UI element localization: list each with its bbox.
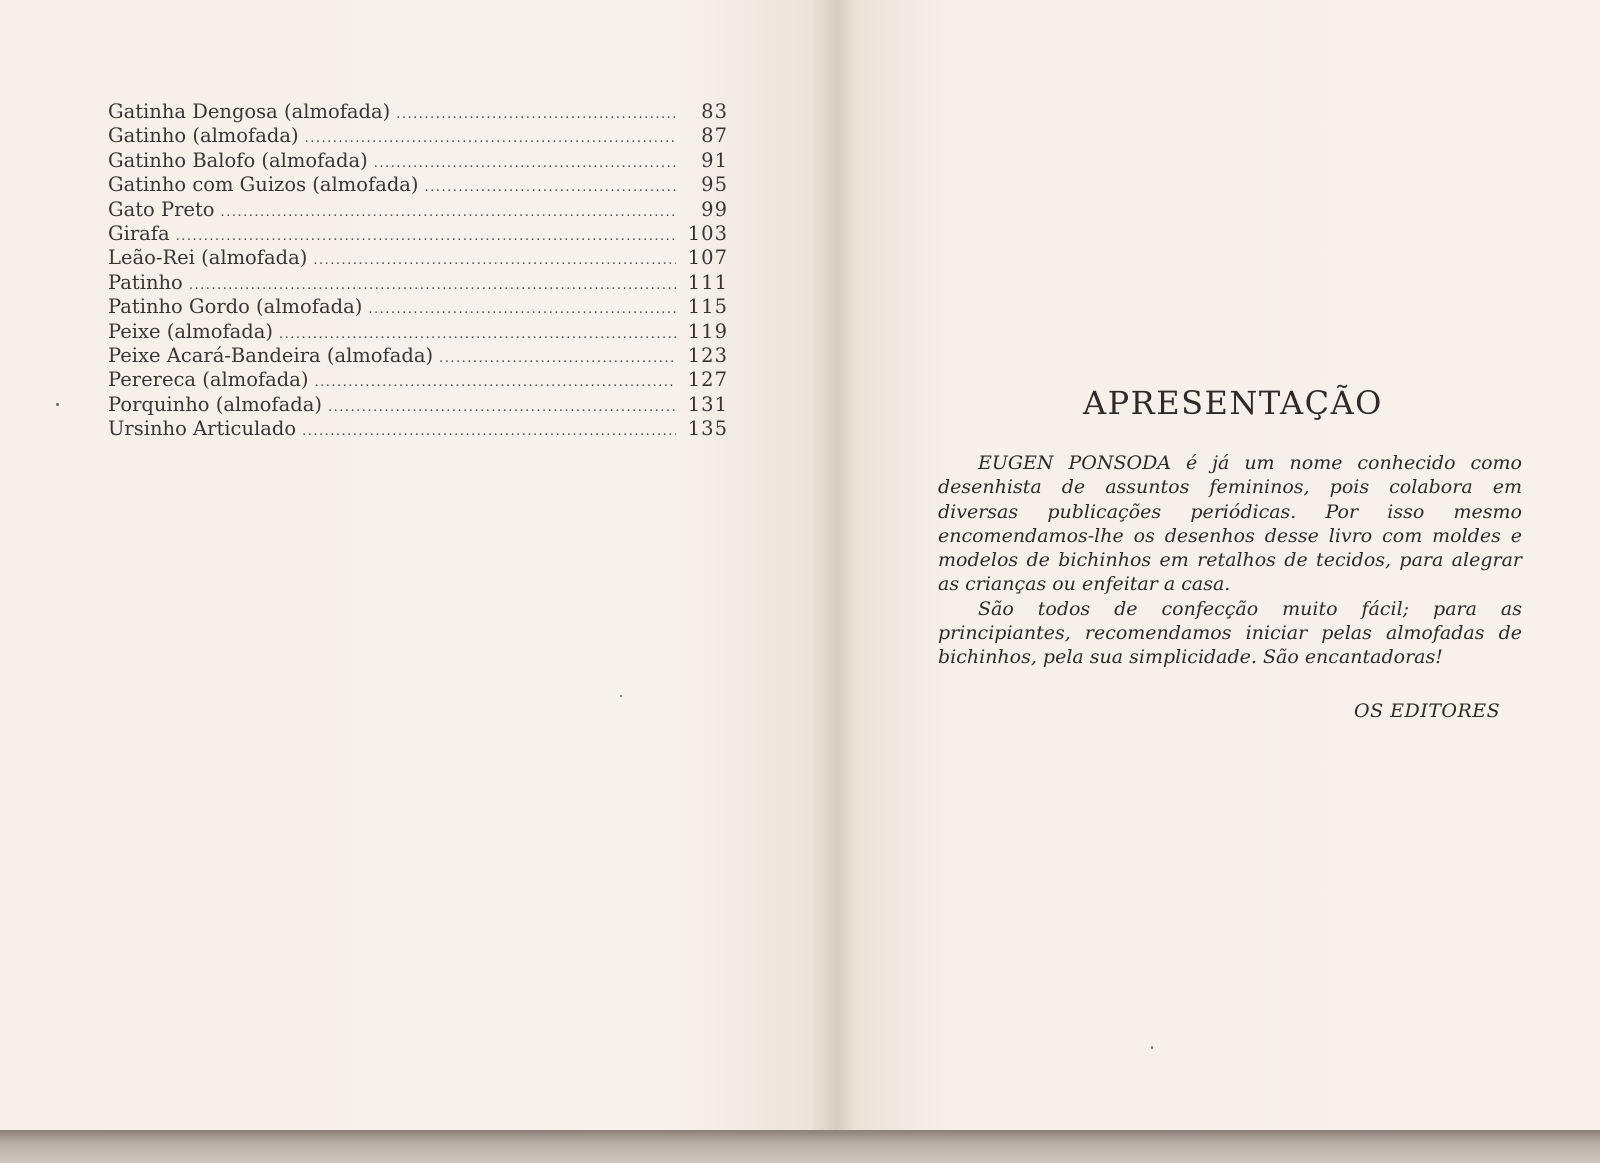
toc-entry-page: 115	[687, 295, 728, 319]
toc-leader-dots	[176, 229, 676, 244]
toc-entry	[108, 393, 728, 417]
toc-entry	[108, 344, 728, 368]
toc-entry-page: 107	[687, 246, 728, 270]
toc-entry-page: 87	[701, 124, 728, 148]
presentation-paragraph: São todos de confecção muito fácil; para as principiantes, recomendamos iniciar pelas almofadas de bichinhos, pela sua simplicidade. São encantadoras!	[938, 597, 1522, 669]
toc-entry	[108, 271, 728, 295]
toc-entry-page: 119	[687, 319, 728, 343]
toc-leader-dots	[279, 327, 676, 342]
toc-entry	[108, 417, 728, 441]
toc-entry-title: Perereca (almofada)	[108, 368, 309, 392]
toc-leader-dots	[328, 400, 676, 415]
toc-entry	[108, 100, 728, 124]
toc-leader-dots	[221, 205, 676, 220]
toc-entry-title: Patinho Gordo (almofada)	[108, 295, 363, 319]
toc-entry	[108, 124, 728, 148]
toc-entry-page: 135	[687, 417, 728, 441]
toc-entry	[108, 222, 728, 246]
toc-leader-dots	[396, 107, 676, 122]
toc-leader-dots	[189, 278, 676, 293]
toc-entry-page: 123	[687, 343, 728, 367]
toc-entry-title: Gato Preto	[108, 197, 215, 221]
toc-leader-dots	[315, 375, 676, 390]
presentation-body	[938, 451, 1522, 670]
toc-entry-page: 99	[701, 197, 728, 221]
toc-entry-page: 111	[687, 270, 728, 294]
toc-entry	[108, 173, 728, 197]
toc-entry	[108, 198, 728, 222]
toc-entry	[108, 149, 728, 173]
toc-entry-title: Peixe (almofada)	[108, 319, 274, 343]
toc-entry-page: 91	[701, 148, 728, 172]
presentation-paragraph: EUGEN PONSODA é já um nome conhecido como desenhista de assuntos femininos, pois colabora em diversas publicações periódicas. Por isso mesmo encomendamos-lhe os desenhos desse livro com moldes e modelos de bichinhos em retalhos de tecidos, para alegrar as crianças ou enfeitar a casa.	[938, 452, 1522, 596]
toc-entry-title: Gatinho com Guizos (almofada)	[108, 173, 419, 197]
toc-entry-title: Gatinho (almofada)	[108, 124, 299, 148]
toc-leader-dots	[313, 253, 676, 268]
toc-entry-title: Gatinho Balofo (almofada)	[108, 148, 368, 172]
paper-speck	[1151, 1046, 1153, 1049]
toc-entry-page: 103	[687, 221, 728, 245]
toc-entry-title: Patinho	[108, 270, 183, 294]
toc-entry-page: 95	[701, 173, 728, 197]
scan-bottom-edge	[0, 1130, 1600, 1163]
toc-entry	[108, 320, 728, 344]
toc-entry	[108, 368, 728, 392]
toc-entry-title: Ursinho Articulado	[108, 417, 297, 441]
presentation-signature: OS EDITORES	[1354, 700, 1501, 722]
toc-entry-title: Girafa	[108, 221, 170, 245]
toc-leader-dots	[368, 302, 676, 317]
toc-entry-page: 83	[701, 100, 728, 123]
toc-leader-dots	[425, 180, 676, 195]
toc-leader-dots	[305, 131, 676, 146]
toc-entry-page: 127	[687, 368, 728, 392]
table-of-contents	[108, 100, 728, 441]
toc-entry-page: 131	[687, 392, 728, 416]
toc-entry	[108, 246, 728, 270]
toc-entry-title: Gatinha Dengosa (almofada)	[108, 100, 391, 123]
toc-leader-dots	[439, 351, 676, 366]
paper-speck	[56, 403, 59, 406]
toc-entry-title: Porquinho (almofada)	[108, 392, 322, 416]
toc-entry-title: Peixe Acará-Bandeira (almofada)	[108, 343, 434, 367]
paper-speck	[620, 695, 622, 697]
toc-leader-dots	[302, 424, 676, 439]
toc-leader-dots	[374, 156, 676, 171]
toc-entry	[108, 295, 728, 319]
presentation-title: APRESENTAÇÃO	[1083, 384, 1383, 422]
toc-entry-title: Leão-Rei (almofada)	[108, 246, 308, 270]
